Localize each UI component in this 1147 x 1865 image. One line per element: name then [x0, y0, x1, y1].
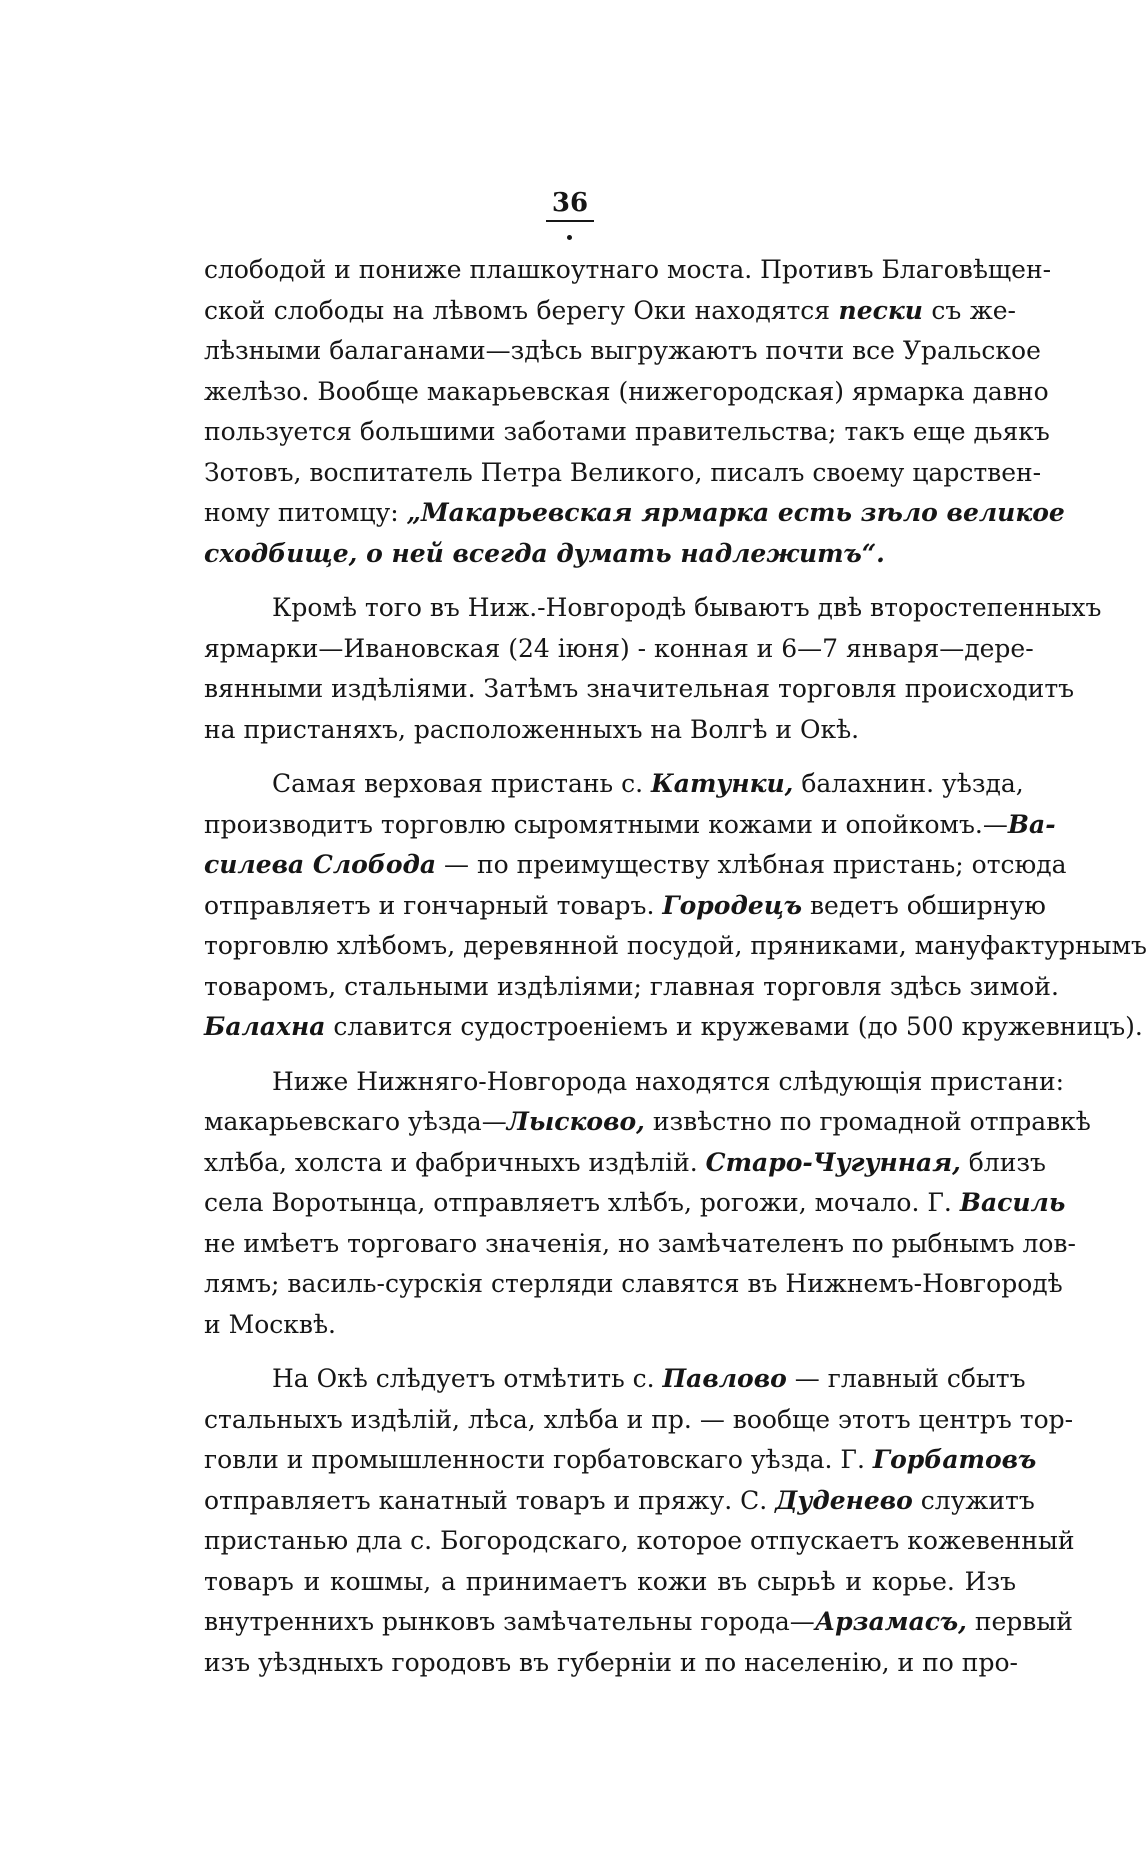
italic-term: Павлово [662, 1364, 787, 1393]
text-line: На Окѣ слѣдуетъ отмѣтить с. Павлово — главный сбытъ [272, 1364, 1026, 1393]
paragraph [204, 764, 1147, 1048]
italic-term: Катунки, [651, 769, 794, 798]
italic-term: Старо-Чугунная, [705, 1147, 961, 1177]
italic-term: силева Слобода [204, 850, 437, 879]
print-speck [567, 235, 572, 240]
text-line: стальныхъ издѣлій, лѣса, хлѣба и пр. — вообще этотъ центръ тор- [204, 1404, 1074, 1434]
italic-term: „Макарьевская ярмарка есть зѣло великое [406, 498, 1065, 527]
text-line: слободой и пониже плашкоутнаго моста. Противъ Благовѣщен- [204, 255, 1052, 284]
italic-term: Василь [959, 1188, 1066, 1217]
italic-term: Арзамасъ, [814, 1607, 967, 1636]
text-line: на пристаняхъ, расположенныхъ на Волгѣ и Окѣ. [204, 714, 860, 744]
text-line: ярмарки—Ивановская (24 іюня) - конная и 6—7 января—дере- [204, 633, 1034, 663]
text-line: отправляетъ канатный товаръ и пряжу. С. Дуденево служитъ [204, 1485, 1035, 1515]
italic-term: Ва- [1007, 809, 1056, 839]
text-line: ской слободы на лѣвомъ берегу Оки находятся пески съ же- [204, 295, 1016, 325]
text-line: Балахна славится судостроеніемъ и кружевами (до 500 кружевницъ). [204, 1012, 1143, 1041]
text-line: торговлю хлѣбомъ, деревянной посудой, пряниками, мануфактурнымъ [204, 931, 1147, 960]
text-line: пользуется большими заботами правительства; такъ еще дьякъ [204, 417, 1050, 446]
text-line: хлѣба, холста и фабричныхъ издѣлій. Старо-Чугунная, близъ [204, 1147, 1046, 1177]
text-line: товаръ и кошмы, а принимаетъ кожи въ сырьѣ и корье. Изъ [204, 1566, 1016, 1596]
text-line: говли и промышленности горбатовскаго уѣзда. Г. Горбатовъ [204, 1445, 1037, 1474]
text-line: и Москвѣ. [204, 1309, 336, 1339]
paragraph [204, 1062, 1091, 1346]
text-line: макарьевскаго уѣзда—Лысково, извѣстно по громадной отправкѣ [204, 1107, 1091, 1136]
text-line: Самая верховая пристань с. Катунки, балахнин. уѣзда, [272, 769, 1024, 798]
page-number-text: 36 [546, 188, 594, 222]
text-line: вянными издѣліями. Затѣмъ значительная торговля происходитъ [204, 674, 1075, 703]
text-line: внутреннихъ рынковъ замѣчательны города—Арзамасъ, первый [204, 1607, 1073, 1636]
text-line: Зотовъ, воспитатель Петра Великого, писалъ своему царствен- [204, 457, 1042, 487]
text-line: не имѣетъ торговаго значенія, но замѣчателенъ по рыбнымъ лов- [204, 1228, 1076, 1258]
text-line: пристанью дла с. Богородскаго, которое отпускаетъ кожевенный [204, 1526, 1075, 1555]
page-number [0, 188, 1140, 222]
italic-term: сходбище, о ней всегда думать надлежитъ“. [204, 538, 885, 568]
italic-term: Городецъ [662, 890, 802, 920]
paragraph [204, 1359, 1075, 1683]
text-line [204, 534, 1016, 575]
text-line: изъ уѣздныхъ городовъ въ губерніи и по населенію, и по про- [204, 1647, 1018, 1677]
italic-term: Горбатовъ [872, 1445, 1037, 1474]
paragraph [204, 588, 1102, 750]
text-line: желѣзо. Вообще макарьевская (нижегородская) ярмарка давно [204, 376, 1049, 406]
text-body [204, 250, 1147, 1683]
italic-term: Лысково, [506, 1107, 645, 1136]
text-line: Кромѣ того въ Ниж.-Новгородѣ бываютъ двѣ второстепенныхъ [272, 593, 1102, 622]
text-line: села Воротынца, отправляетъ хлѣбъ, рогожи, мочало. Г. Василь [204, 1188, 1066, 1217]
text-line: товаромъ, стальными издѣліями; главная торговля здѣсь зимой. [204, 971, 1059, 1001]
text-line: лямъ; василь-сурскія стерляди славятся въ Нижнемъ-Новгородѣ [204, 1269, 1063, 1298]
paragraph [204, 250, 1065, 574]
italic-term: пески [838, 295, 923, 325]
text-line: Ниже Нижняго-Новгорода находятся слѣдующія пристани: [272, 1066, 1065, 1096]
text-line: отправляетъ и гончарный товаръ. Городецъ ведетъ обширную [204, 890, 1046, 920]
text-line: лѣзными балаганами—здѣсь выгружаютъ почти все Уральское [204, 336, 1041, 365]
italic-term: Дуденево [775, 1485, 913, 1515]
text-line: ному питомцу: „Макарьевская ярмарка есть зѣло великое [204, 498, 1065, 527]
italic-term: Балахна [204, 1012, 326, 1041]
text-line: производитъ торговлю сыромятными кожами и опойкомъ.—Ва- [204, 809, 1056, 839]
text-line: силева Слобода — по преимуществу хлѣбная пристань; отсюда [204, 850, 1067, 879]
